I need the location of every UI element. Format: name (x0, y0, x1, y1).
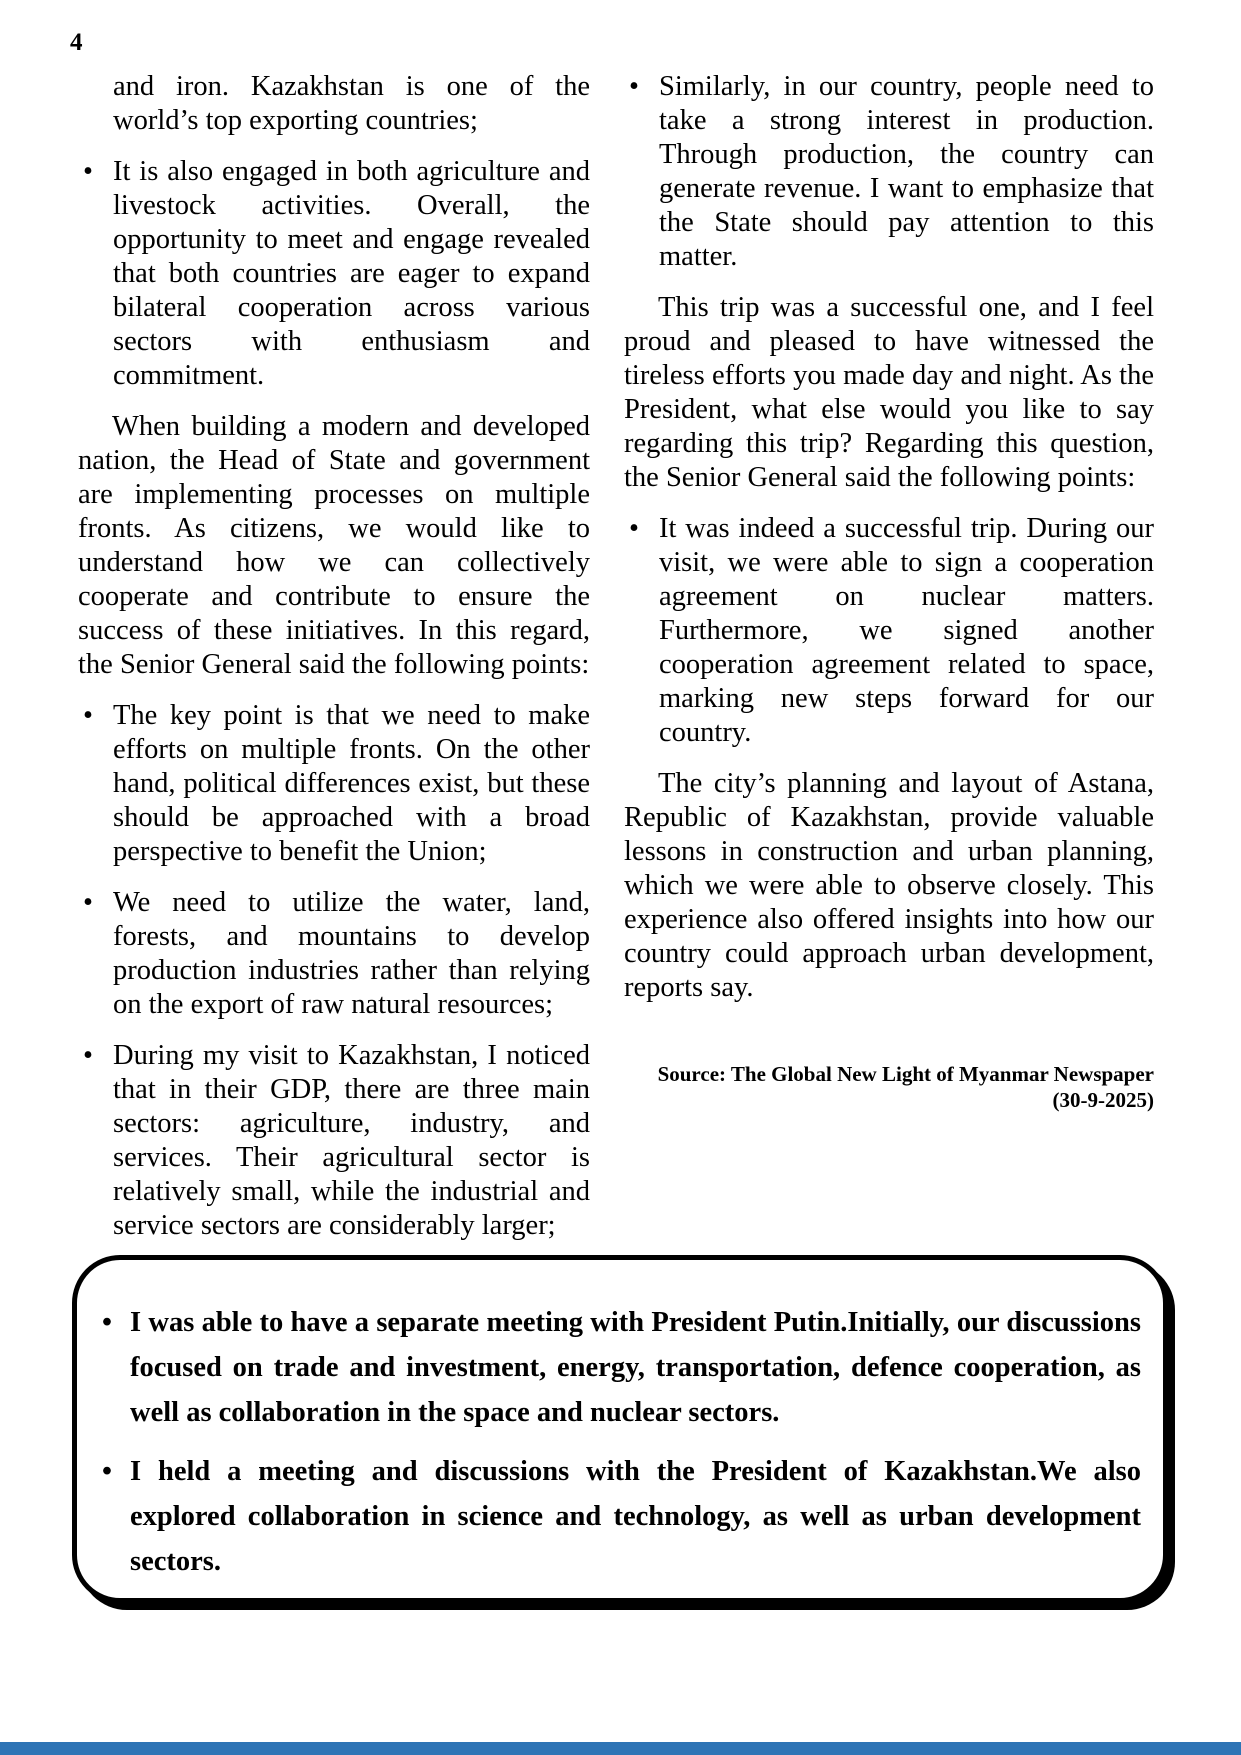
right-column (624, 70, 1154, 1260)
footer-accent-bar (0, 1742, 1241, 1755)
text-block (78, 699, 590, 869)
two-column-body (78, 70, 1154, 1260)
text-content: During my visit to Kazakhstan, I noticed that in their GDP, there are three main sectors: agriculture, industry, and services. Their agricultural sector is relatively small, while the industrial and service sectors are considerably larger; (113, 1040, 590, 1241)
bullet-icon: • (102, 1307, 112, 1338)
page-number: 4 (70, 29, 83, 56)
text-block (624, 70, 1154, 274)
highlight-box (72, 1255, 1168, 1603)
bullet-icon: • (629, 513, 639, 544)
bullet-icon: • (83, 700, 93, 731)
text-content: I was able to have a separate meeting with President Putin.Initially, our discussions focused on trade and investment, energy, transportation, defence cooperation, as well as collaboration in the space and nuclear sectors. (130, 1307, 1141, 1428)
bullet-icon: • (83, 1040, 93, 1071)
text-block (78, 70, 590, 138)
bullet-icon: • (83, 156, 93, 187)
text-block (624, 291, 1154, 495)
text-content: We need to utilize the water, land, forests, and mountains to develop production industries rather than relying on the export of raw natural resources; (113, 887, 590, 1020)
text-block (93, 1300, 1141, 1435)
bullet-icon: • (102, 1456, 112, 1487)
text-block (93, 1449, 1141, 1584)
text-content: It is also engaged in both agriculture and livestock activities. Overall, the opportunity to meet and engage revealed that both countries are eager to expand bilateral cooperation across various sectors with enthusiasm and commitment. (113, 156, 590, 391)
text-block (78, 1039, 590, 1243)
bullet-icon: • (83, 887, 93, 918)
text-block (78, 886, 590, 1022)
text-content: Similarly, in our country, people need to take a strong interest in production. Through production, the country can generate revenue. I want to emphasize that the State should pay attention to this matter. (659, 71, 1154, 272)
bullet-icon: • (629, 71, 639, 102)
text-block (78, 410, 590, 682)
text-content: When building a modern and developed nation, the Head of State and government are implementing processes on multiple fronts. As citizens, we would like to understand how we can collectively cooperate and contribute to ensure the success of these initiatives. In this regard, the Senior General said the following points: (78, 411, 590, 680)
text-content: and iron. Kazakhstan is one of the world’s top exporting countries; (113, 71, 590, 136)
bullet-icon (78, 70, 113, 138)
right-column-blocks (624, 70, 1154, 1005)
text-content: The city’s planning and layout of Astana, Republic of Kazakhstan, provide valuable lessons in construction and urban planning, which we were able to observe closely. This experience also offered insights into how our country could approach urban development, reports say. (624, 768, 1154, 1003)
text-content: It was indeed a successful trip. During our visit, we were able to sign a cooperation agreement on nuclear matters. Furthermore, we signed another cooperation agreement related to space, marking new steps forward for our country. (659, 513, 1154, 748)
left-column (78, 70, 590, 1260)
text-content: The key point is that we need to make efforts on multiple fronts. On the other hand, political differences exist, but these should be approached with a broad perspective to benefit the Union; (113, 700, 590, 867)
text-block (78, 155, 590, 393)
text-content: This trip was a successful one, and I feel proud and pleased to have witnessed the tireless efforts you made day and night. As the President, what else would you like to say regarding this trip? Regarding this question, the Senior General said the following points: (624, 292, 1154, 493)
text-block (624, 767, 1154, 1005)
text-content: I held a meeting and discussions with the President of Kazakhstan.We also explored collaboration in science and technology, as well as urban development sectors. (130, 1456, 1141, 1577)
text-block (624, 512, 1154, 750)
source-note: Source: The Global New Light of Myanmar Newspaper (30-9-2025) (657, 1062, 1154, 1112)
